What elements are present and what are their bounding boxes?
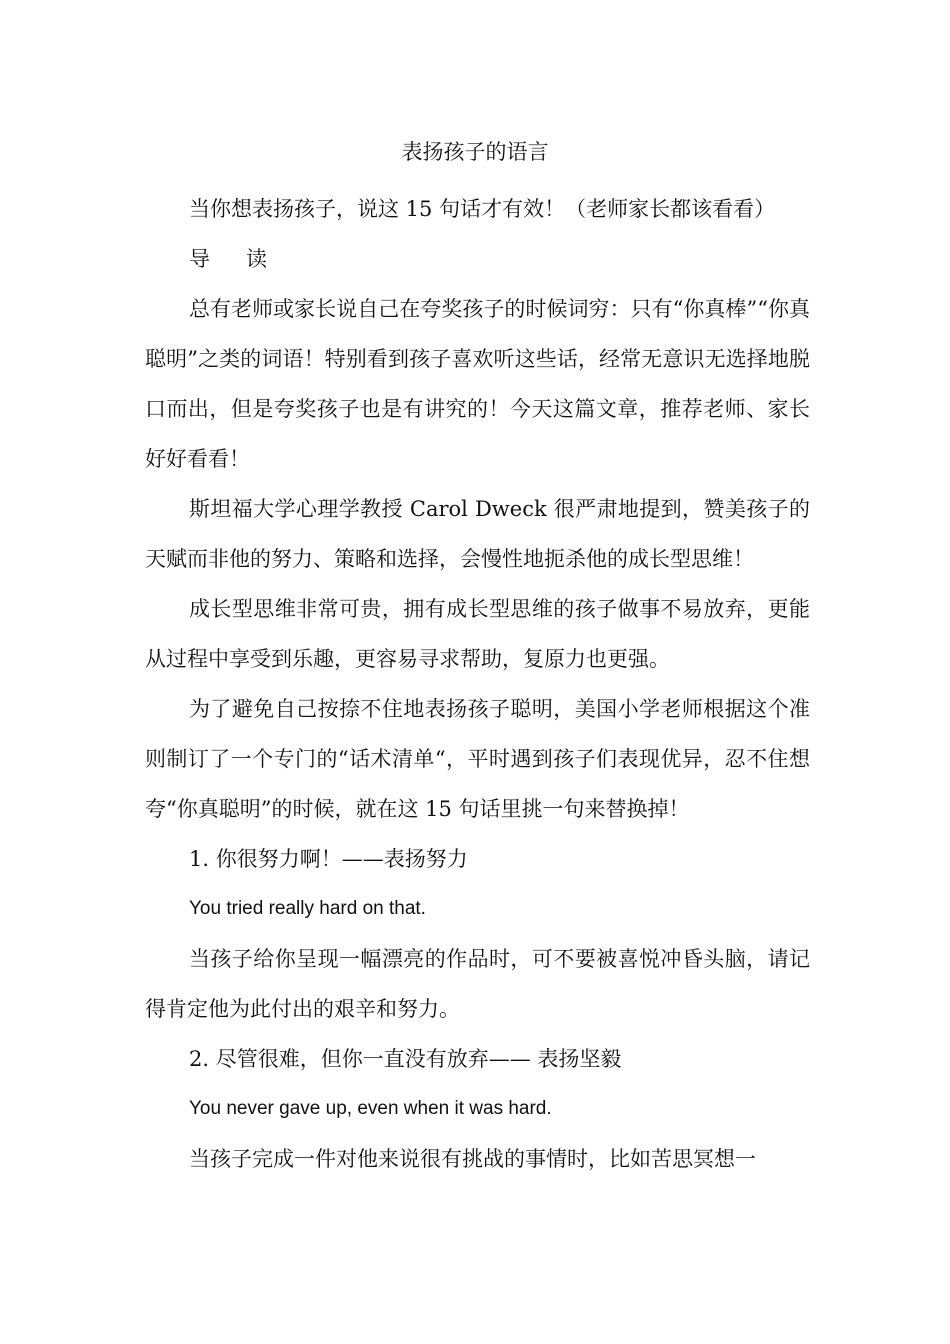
growth-mindset-paragraph: 成长型思维非常可贵，拥有成长型思维的孩子做事不易放弃，更能从过程中享受到乐趣，更容易寻求帮助，复原力也更强。 (145, 597, 810, 671)
item-2-english: You never gave up, even when it was hard. (189, 1098, 552, 1119)
item-2-heading: 2. 尽管很难，但你一直没有放弃—— 表扬坚毅 (189, 1047, 622, 1071)
document-title: 表扬孩子的语言 (401, 140, 549, 164)
document-body (145, 184, 810, 1184)
dweck-paragraph: 斯坦福大学心理学教授 Carol Dweck 很严肃地提到，赞美孩子的天赋而非他的努力、策略和选择，会慢性地扼杀他的成长型思维！ (145, 497, 810, 571)
intro-paragraph: 总有老师或家长说自己在夸奖孩子的时候词穷：只有“你真棒”“你真聪明”之类的词语！特别看到孩子喜欢听这些话，经常无意识无选择地脱口而出，但是夸奖孩子也是有讲究的！今天这篇文章，推荐老师、家长好好看看！ (145, 297, 810, 471)
subtitle-paragraph: 当你想表扬孩子，说这 15 句话才有效！（老师家长都该看看） (189, 197, 776, 221)
item-1-heading: 1. 你很努力啊！——表扬努力 (189, 847, 468, 871)
item-2-explanation: 当孩子完成一件对他来说很有挑战的事情时，比如苦思冥想一 (189, 1147, 756, 1171)
item-1-english: You tried really hard on that. (189, 898, 426, 919)
item-1-explanation: 当孩子给你呈现一幅漂亮的作品时，可不要被喜悦冲昏头脑，请记得肯定他为此付出的艰辛和努力。 (145, 947, 810, 1021)
checklist-paragraph: 为了避免自己按捺不住地表扬孩子聪明，美国小学老师根据这个准则制订了一个专门的“话术清单“，平时遇到孩子们表现优异，忍不住想夸“你真聪明”的时候，就在这 15 句话里挑一句来替换掉！ (145, 697, 810, 821)
guide-heading: 导读 (189, 247, 303, 271)
